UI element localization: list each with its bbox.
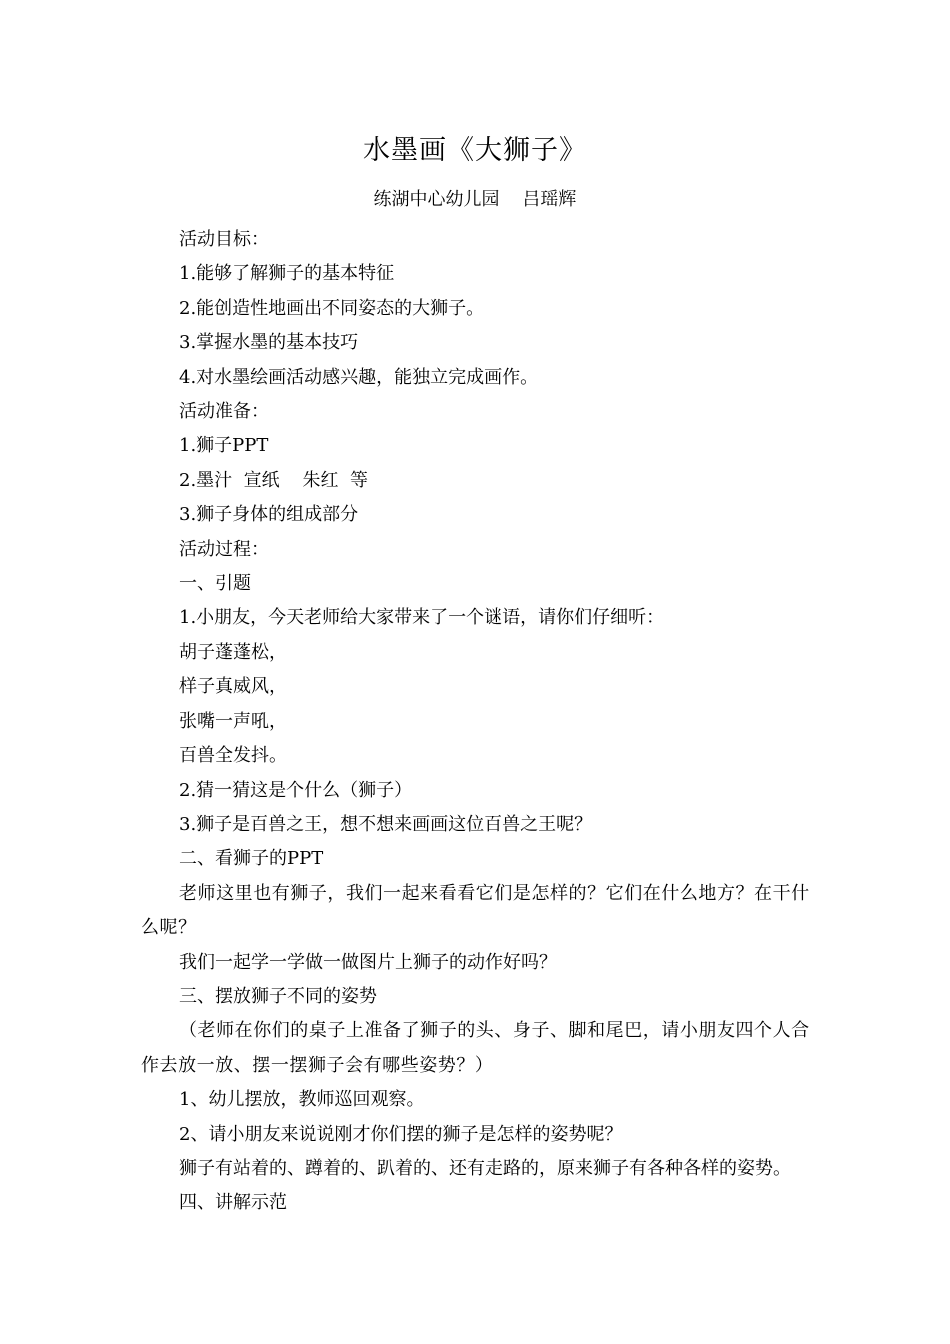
paragraph: 一、引题 bbox=[179, 573, 251, 595]
paragraph: 张嘴一声吼， bbox=[179, 710, 287, 732]
paragraph: 2.猜一猜这是个什么（狮子） bbox=[179, 779, 413, 801]
paragraph: （老师在你们的桌子上准备了狮子的头、身子、脚和尾巴，请小朋友四个人合作去放一放、摆一摆狮子会有哪些姿势？） bbox=[141, 1020, 810, 1076]
paragraph: 老师这里也有狮子，我们一起来看看它们是怎样的？它们在什么地方？在干什么呢？ bbox=[141, 882, 810, 939]
document-author: 练湖中心幼儿园 吕瑶辉 bbox=[373, 189, 577, 210]
paragraph: 1.能够了解狮子的基本特征 bbox=[179, 263, 395, 285]
paragraph: 四、讲解示范 bbox=[179, 1192, 287, 1214]
paragraph: 1.小朋友，今天老师给大家带来了一个谜语，请你们仔细听： bbox=[179, 607, 665, 629]
paragraph: 我们一起学一学做一做图片上狮子的动作好吗？ bbox=[179, 951, 557, 973]
paragraph: 2、请小朋友来说说刚才你们摆的狮子是怎样的姿势呢？ bbox=[179, 1123, 623, 1145]
paragraph: 胡子蓬蓬松， bbox=[179, 641, 287, 663]
paragraph: 二、看狮子的PPT bbox=[179, 848, 324, 870]
paragraph: 4.对水墨绘画活动感兴趣，能独立完成画作。 bbox=[179, 366, 539, 388]
paragraph: 三、摆放狮子不同的姿势 bbox=[179, 985, 377, 1007]
paragraph: 3.狮子身体的组成部分 bbox=[179, 504, 359, 526]
paragraph: 样子真威风， bbox=[179, 676, 287, 698]
document-title: 水墨画《大狮子》 bbox=[363, 135, 587, 166]
paragraph: 2.能创造性地画出不同姿态的大狮子。 bbox=[179, 297, 485, 319]
paragraph: 3.掌握水墨的基本技巧 bbox=[179, 332, 359, 354]
paragraph: 活动过程： bbox=[179, 538, 269, 560]
paragraph: 1、幼儿摆放，教师巡回观察。 bbox=[179, 1089, 425, 1111]
document-body bbox=[141, 223, 811, 1221]
paragraph: 百兽全发抖。 bbox=[179, 745, 287, 767]
paragraph: 2.墨汁 宣纸 朱红 等 bbox=[179, 469, 368, 491]
paragraph: 狮子有站着的、蹲着的、趴着的、还有走路的，原来狮子有各种各样的姿势。 bbox=[179, 1157, 791, 1179]
paragraph: 活动目标： bbox=[179, 229, 269, 250]
paragraph: 活动准备： bbox=[179, 401, 269, 423]
paragraph: 1.狮子PPT bbox=[179, 435, 269, 457]
paragraph: 3.狮子是百兽之王，想不想来画画这位百兽之王呢？ bbox=[179, 813, 593, 835]
